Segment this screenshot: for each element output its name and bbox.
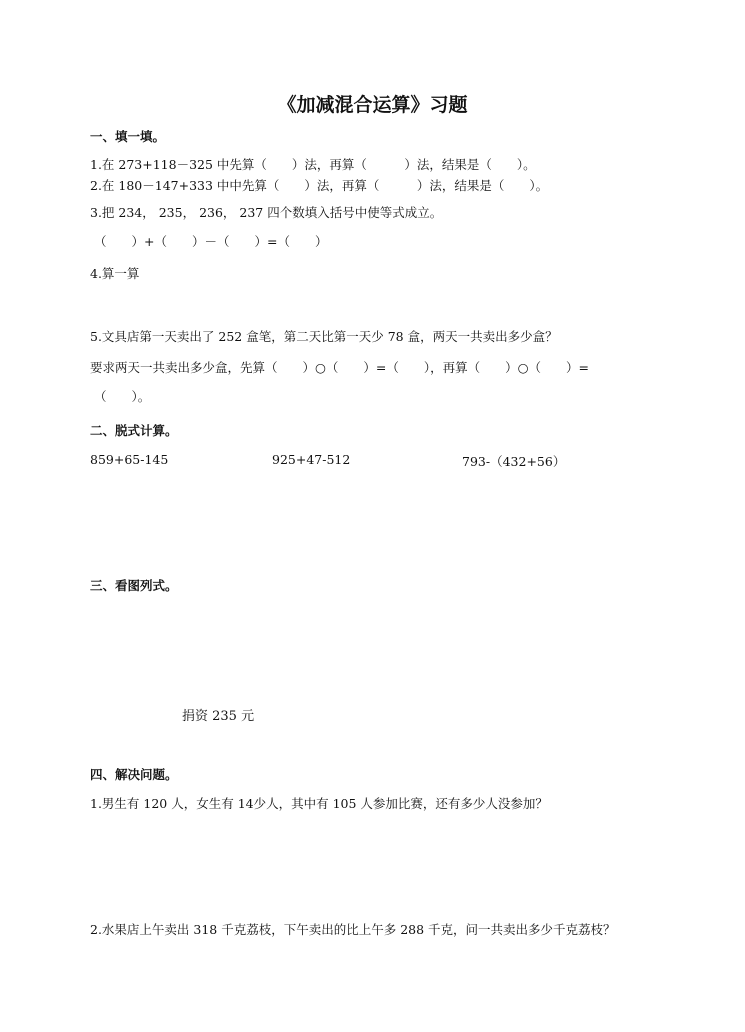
figure-caption: 捐资 235 元 <box>182 709 255 724</box>
question-1-3: 3.把 234， 235， 236， 237 四个数填入括号中使等式成立。 <box>90 205 443 220</box>
page-title: 《加减混合运算》习题 <box>277 94 468 116</box>
question-1-5: 5.文具店第一天卖出了 252 盒笔，第二天比第一天少 78 盒，两天一共卖出多少盒？ <box>90 329 558 344</box>
question-1-2: 2.在 180－147+333 中中先算（ ）法，再算（ ）法，结果是（ ）。 <box>90 178 549 193</box>
section-3-heading: 三、看图列式。 <box>90 578 178 593</box>
section-2-heading: 二、脱式计算。 <box>90 423 178 438</box>
question-1-1: 1.在 273+118－325 中先算（ ）法，再算（ ）法，结果是（ ）。 <box>90 157 536 172</box>
question-1-5-line1: 要求两天一共卖出多少盒，先算（ ）○（ ）=（ ），再算（ ）○（ ）= <box>90 360 590 375</box>
problem-4-1: 1.男生有 120 人，女生有 14少人，其中有 105 人参加比赛，还有多少人没参加？ <box>90 796 548 811</box>
question-1-3-blanks: （ ）+（ ）－（ ）=（ ） <box>94 234 328 249</box>
question-1-5-line2: （ ）。 <box>94 389 151 404</box>
expression-2: 925+47-512 <box>272 452 351 467</box>
section-1-heading: 一、填一填。 <box>90 129 166 144</box>
expression-3: 793-（432+56） <box>462 454 566 469</box>
section-4-heading: 四、解决问题。 <box>90 767 178 782</box>
question-1-4: 4.算一算 <box>90 266 140 281</box>
expression-1: 859+65-145 <box>90 452 169 467</box>
problem-4-2: 2.水果店上午卖出 318 千克荔枝，下午卖出的比上午多 288 千克，问一共卖出多少千克荔枝？ <box>90 922 616 937</box>
